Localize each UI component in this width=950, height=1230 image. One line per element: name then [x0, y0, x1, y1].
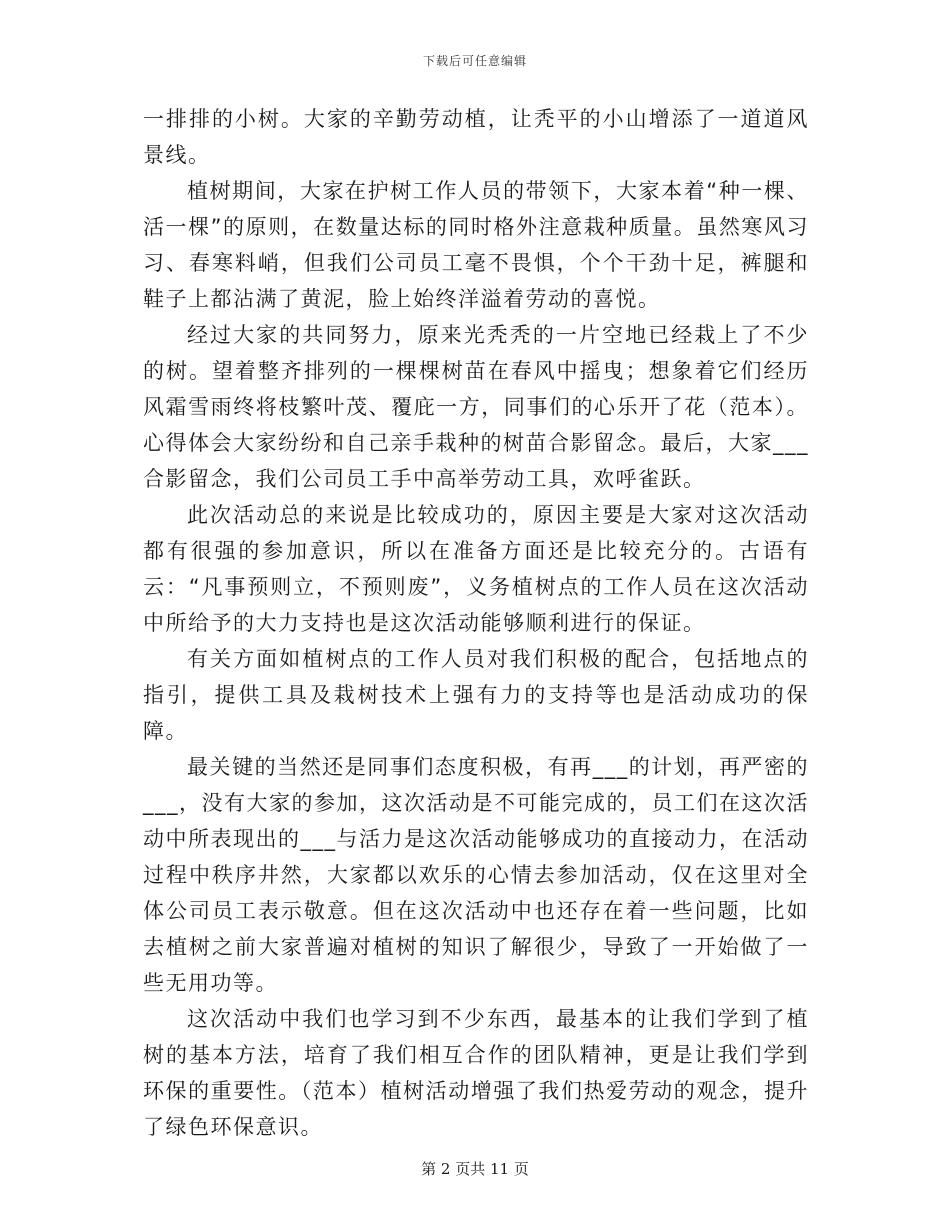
paragraph-staff-cooperation: 有关方面如植树点的工作人员对我们积极的配合，包括地点的指引，提供工具及栽树技术上强有力的支持等也是活动成功的保障。: [143, 647, 809, 743]
page-number: 第 2 页共 11 页: [421, 1160, 529, 1178]
paragraph-continuation: 一排排的小树。大家的辛勤劳动植，让秃平的小山增添了一道道风景线。: [143, 107, 809, 167]
paragraph-activity-success: 此次活动总的来说是比较成功的，原因主要是大家对这次活动都有很强的参加意识，所以在准备方面还是比较充分的。古语有云：“凡事预则立，不预则废”，义务植树点的工作人员在这次活动中所给予的大力支持也是这次活动能够顺利进行的保证。: [143, 503, 809, 635]
paragraph-planting-period: 植树期间，大家在护树工作人员的带领下，大家本着“种一棵、活一棵”的原则，在数量达标的同时格外注意栽种质量。虽然寒风习习、春寒料峭，但我们公司员工毫不畏惧，个个干劲十足，裤腿和鞋子上都沾满了黄泥，脸上始终洋溢着劳动的喜悦。: [143, 179, 809, 311]
paragraph-key-factor: 最关键的当然还是同事们态度积极，有再___的计划，再严密的___，没有大家的参加，这次活动是不可能完成的，员工们在这次活动中所表现出的___与活力是这次活动能够成功的直接动力，在活动过程中秩序井然，大家都以欢乐的心情去参加活动，仅在这里对全体公司员工表示敬意。但在这次活动中也还存在着一些问题，比如去植树之前大家普遍对植树的知识了解很少，导致了一开始做了一些无用功等。: [143, 755, 809, 995]
page-header: 下载后可任意编辑: [422, 54, 527, 68]
paragraph-lessons-learned: 这次活动中我们也学习到不少东西，最基本的让我们学到了植树的基本方法，培育了我们相互合作的团队精神，更是让我们学到环保的重要性。（范本）植树活动增强了我们热爱劳动的观念，提升了绿色环保意识。: [143, 1007, 809, 1139]
document-body: [143, 101, 809, 1145]
paragraph-joint-effort: 经过大家的共同努力，原来光秃秃的一片空地已经栽上了不少的树。望着整齐排列的一棵棵树苗在春风中摇曳；想象着它们经历风霜雪雨终将枝繁叶茂、覆庇一方，同事们的心乐开了花（范本）。心得体会大家纷纷和自己亲手栽种的树苗合影留念。最后，大家___合影留念，我们公司员工手中高举劳动工具，欢呼雀跃。: [143, 323, 809, 491]
